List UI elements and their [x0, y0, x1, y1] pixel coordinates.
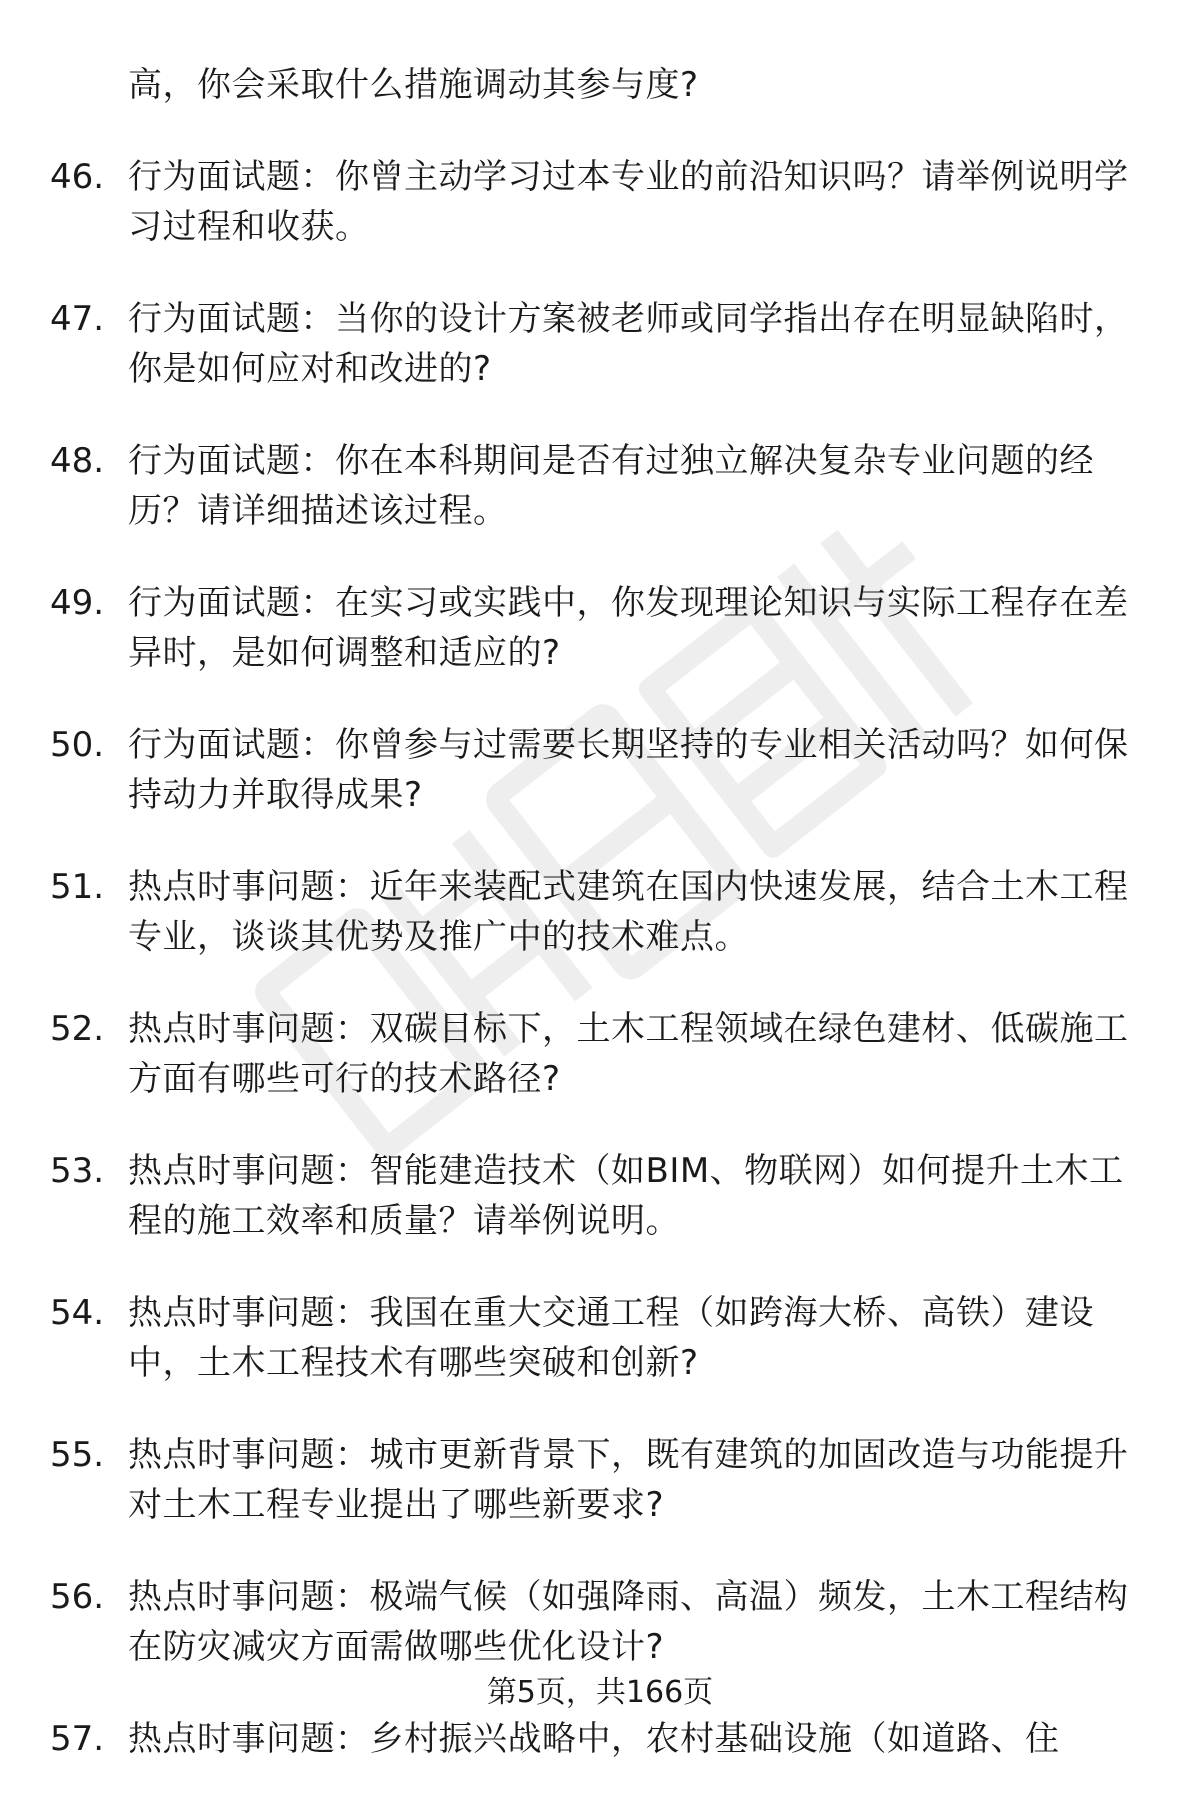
- item-number: 56.: [50, 1577, 105, 1617]
- list-item: [0, 436, 1200, 536]
- list-item: [0, 1146, 1200, 1246]
- item-text: 热点时事问题：我国在重大交通工程（如跨海大桥、高铁）建设中，土木工程技术有哪些突破和创新?: [128, 1293, 1094, 1383]
- item-text: 热点时事问题：乡村振兴战略中，农村基础设施（如道路、住: [128, 1719, 1060, 1759]
- item-number: 55.: [50, 1435, 105, 1475]
- item-number: 48.: [50, 441, 105, 481]
- page-number-footer: 第5页，共166页: [486, 1675, 714, 1710]
- list-item: [0, 60, 1200, 110]
- list-item: [0, 1430, 1200, 1530]
- list-item: [0, 294, 1200, 394]
- item-text: 热点时事问题：智能建造技术（如BIM、物联网）如何提升土木工程的施工效率和质量？请举例说明。: [128, 1151, 1124, 1241]
- item-number: 52.: [50, 1009, 105, 1049]
- list-item: [0, 720, 1200, 820]
- list-item: [0, 578, 1200, 678]
- item-text: 行为面试题：当你的设计方案被老师或同学指出存在明显缺陷时，你是如何应对和改进的?: [128, 299, 1129, 389]
- list-item: [0, 152, 1200, 252]
- item-number: 49.: [50, 583, 105, 623]
- list-item: [0, 862, 1200, 962]
- item-text: 热点时事问题：城市更新背景下，既有建筑的加固改造与功能提升对土木工程专业提出了哪些新要求?: [128, 1435, 1129, 1525]
- list-item: [0, 1288, 1200, 1388]
- list-item: [0, 1572, 1200, 1672]
- item-number: 57.: [50, 1719, 105, 1759]
- item-text: 行为面试题：你曾主动学习过本专业的前沿知识吗？请举例说明学习过程和收获。: [128, 157, 1129, 247]
- question-list: [0, 60, 1200, 1806]
- item-text: 热点时事问题：近年来装配式建筑在国内快速发展，结合土木工程专业，谈谈其优势及推广中的技术难点。: [128, 867, 1129, 957]
- list-item: [0, 1004, 1200, 1104]
- item-text: 行为面试题：你在本科期间是否有过独立解决复杂专业问题的经历？请详细描述该过程。: [128, 441, 1094, 531]
- item-text: 热点时事问题：极端气候（如强降雨、高温）频发，土木工程结构在防灾减灾方面需做哪些优化设计?: [128, 1577, 1129, 1667]
- item-number: 46.: [50, 157, 105, 197]
- item-number: 53.: [50, 1151, 105, 1191]
- item-text: 热点时事问题：双碳目标下，土木工程领域在绿色建材、低碳施工方面有哪些可行的技术路径?: [128, 1009, 1129, 1099]
- item-number: 47.: [50, 299, 105, 339]
- item-text: 行为面试题：在实习或实践中，你发现理论知识与实际工程存在差异时，是如何调整和适应的?: [128, 583, 1129, 673]
- item-number: 50.: [50, 725, 105, 765]
- item-number: 51.: [50, 867, 105, 907]
- item-number: 54.: [50, 1293, 105, 1333]
- list-item: [0, 1714, 1200, 1764]
- item-text: 行为面试题：你曾参与过需要长期坚持的专业相关活动吗？如何保持动力并取得成果?: [128, 725, 1129, 815]
- item-text: 高，你会采取什么措施调动其参与度?: [128, 65, 699, 105]
